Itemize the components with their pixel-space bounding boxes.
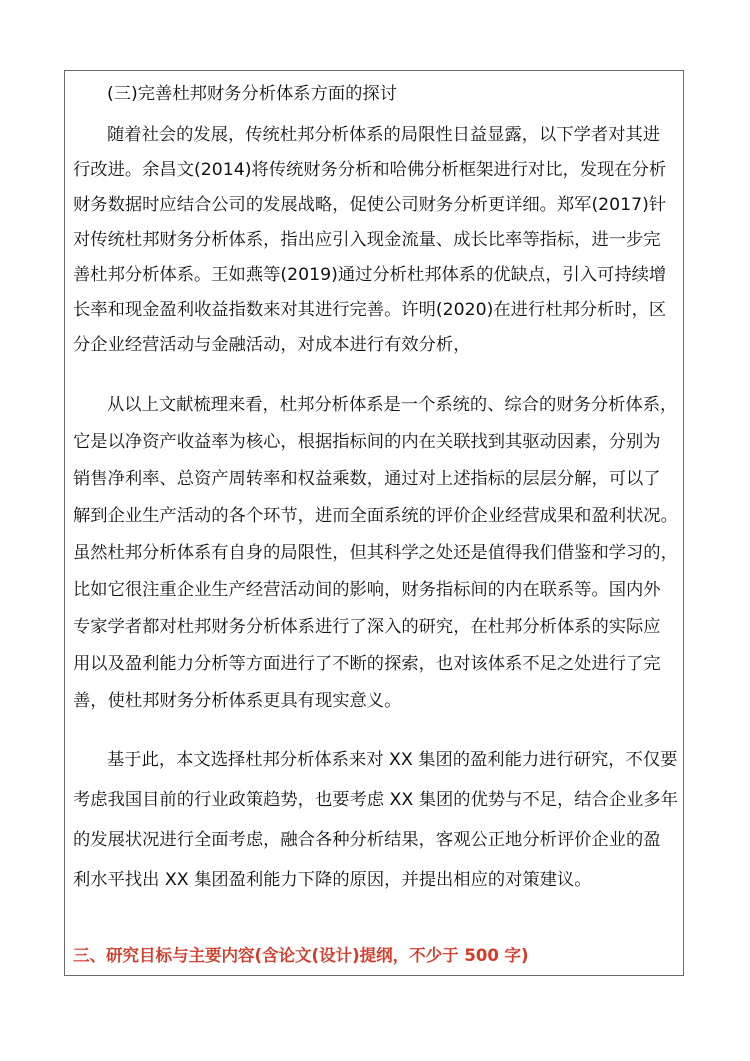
paragraph-2-line-8: 用以及盈利能力分析等方面进行了不断的探索，也对该体系不足之处进行了完 (73, 654, 661, 674)
section-heading: 三、研究目标与主要内容(含论文(设计)提纲，不少于 500 字) (73, 946, 529, 965)
paragraph-1-line-3: 财务数据时应结合公司的发展战略，促使公司财务分析更详细。郑军(2017)针 (73, 195, 667, 215)
paragraph-3-line-1: 基于此，本文选择杜邦分析体系来对 XX 集团的盈利能力进行研究，不仅要 (107, 750, 678, 770)
paragraph-2-line-6: 比如它很注重企业生产经营活动间的影响，财务指标间的内在联系等。国内外 (73, 580, 661, 600)
paragraph-1-line-4: 对传统杜邦财务分析体系，指出应引入现金流量、成长比率等指标，进一步完 (73, 230, 661, 250)
paragraph-2-line-7: 专家学者都对杜邦财务分析体系进行了深入的研究，在杜邦分析体系的实际应 (73, 617, 661, 637)
paragraph-3-line-2: 考虑我国目前的行业政策趋势，也要考虑 XX 集团的优势与不足，结合企业多年 (73, 790, 678, 810)
paragraph-2-line-4: 解到企业生产活动的各个环节，进而全面系统的评价企业经营成果和盈利状况。 (73, 506, 678, 526)
subheading: (三)完善杜邦财务分析体系方面的探讨 (107, 84, 397, 104)
paragraph-2-line-5: 虽然杜邦分析体系有自身的局限性，但其科学之处还是值得我们借鉴和学习的， (73, 543, 678, 563)
paragraph-2-line-9: 善，使杜邦财务分析体系更具有现实意义。 (73, 691, 402, 711)
paragraph-3-line-4: 利水平找出 XX 集团盈利能力下降的原因，并提出相应的对策建议。 (73, 870, 592, 890)
paragraph-1-line-2: 行改进。余昌文(2014)将传统财务分析和哈佛分析框架进行对比，发现在分析 (73, 160, 667, 180)
paragraph-1-line-1: 随着社会的发展，传统杜邦分析体系的局限性日益显露，以下学者对其进 (107, 125, 661, 145)
paragraph-1-line-7: 分企业经营活动与金融活动，对成本进行有效分析， (73, 335, 471, 355)
paragraph-1-line-6: 长率和现金盈利收益指数来对其进行完善。许明(2020)在进行杜邦分析时，区 (73, 300, 667, 320)
paragraph-1-line-5: 善杜邦分析体系。王如燕等(2019)通过分析杜邦体系的优缺点，引入可持续增 (73, 265, 667, 285)
paragraph-2-line-3: 销售净利率、总资产周转率和权益乘数，通过对上述指标的层层分解，可以了 (73, 469, 661, 489)
paragraph-3-line-3: 的发展状况进行全面考虑，融合各种分析结果，客观公正地分析评价企业的盈 (73, 830, 661, 850)
paragraph-2-line-2: 它是以净资产收益率为核心，根据指标间的内在关联找到其驱动因素，分别为 (73, 432, 661, 452)
paragraph-2-line-1: 从以上文献梳理来看，杜邦分析体系是一个系统的、综合的财务分析体系， (107, 395, 678, 415)
